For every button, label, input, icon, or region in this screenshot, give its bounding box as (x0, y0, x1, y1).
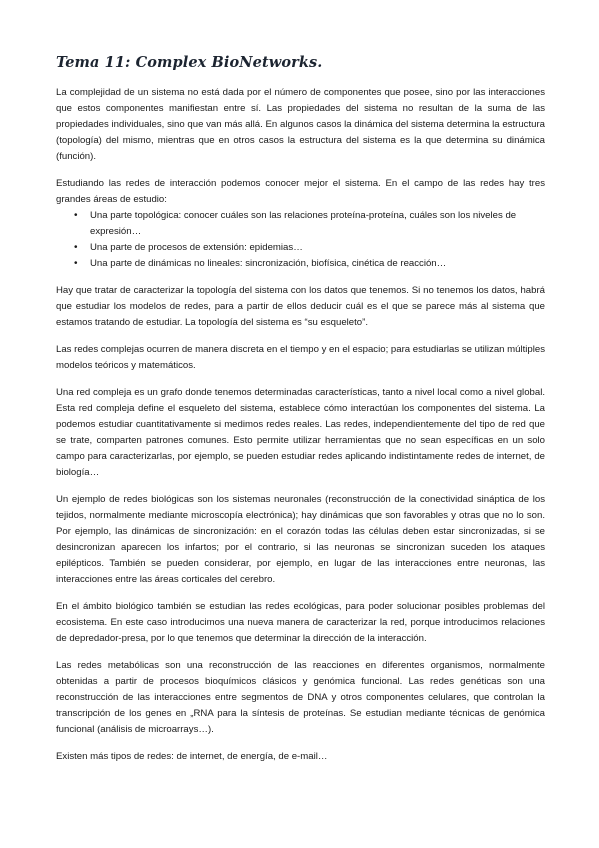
list-item (72, 208, 545, 240)
paragraph-topology: Hay que tratar de caracterizar la topología del sistema con los datos que tenemos. Si no tenemos los datos, habrá que estudiar los modelos de redes, para a partir de ellos deducir cuál es el que se parece más al sistema que estamos tratando de estudiar. La topología del sistema es “su esqueleto”. (56, 285, 545, 328)
paragraph-complex-networks: Las redes complejas ocurren de manera discreta en el tiempo y en el espacio; para estudiarlas se utilizan múltiples modelos teóricos y matemáticos. (56, 344, 546, 371)
paragraph-neural-systems: Un ejemplo de redes biológicas son los sistemas neuronales (reconstrucción de la conectividad sináptica de los tejidos, normalmente mediante microscopía electrónica); hay dinámicas que son favorables y otras que no lo son. Por ejemplo, las dinámicas de sincronización: en el corazón todas las células deben estar sincronizadas, si se desincronizan aparecen los infartos; por el contrario, si las neuronas se sincronizan suceden los ataques epilépticos. También se pueden considerar, por ejemplo, en lugar de las interacciones entre neuronas, las interacciones entre las áreas corticales del cerebro. (56, 494, 545, 585)
paragraph-other-networks: Existen más tipos de redes: de internet, de energía, de e-mail… (56, 751, 328, 762)
document-title: Tema 11: Complex BioNetworks. (56, 54, 323, 71)
bullet-icon: • (74, 242, 78, 253)
list-item-text: Una parte de dinámicas no lineales: sincronización, biofísica, cinética de reacción… (90, 258, 447, 269)
paragraph-metabolic-networks: Las redes metabólicas son una reconstrucción de las reacciones en diferentes organismos, normalmente obtenidas a partir de procesos bioquímicos clásicos y genómica funcional. Las redes genéticas son una reconstrucción de las interacciones entre segmentos de DNA y otros componentes celulares, que controlan la transcripción de los genes en „RNA para la síntesis de proteínas. Se estudian mediante técnicas de genómica funcional (análisis de microarrays…). (56, 660, 545, 735)
list-item (72, 240, 545, 256)
paragraph-interaction-networks: Estudiando las redes de interacción podemos conocer mejor el sistema. En el campo de las redes hay tres grandes áreas de estudio: (56, 178, 545, 205)
paragraph-graph-definition: Una red compleja es un grafo donde tenemos determinadas características, tanto a nivel local como a nivel global. Esta red compleja define el esqueleto del sistema, establece cómo interactúan los componentes del sistema. La podemos estudiar cuantitativamente si medimos redes reales. Las redes, independientemente del tipo de red que se trate, comparten patrones comunes. Esto permite utilizar herramientas que no sean específicas en un solo campo para caracterizarlas, por ejemplo, se pueden estudiar redes aplicando indistintamente redes de internet, de biología… (56, 387, 545, 478)
bullet-icon: • (74, 210, 78, 221)
list-item-text: Una parte topológica: conocer cuáles son las relaciones proteína-proteína, cuáles son los niveles de expresión… (90, 210, 517, 237)
bullet-icon: • (74, 258, 78, 269)
paragraph-ecological-networks: En el ámbito biológico también se estudian las redes ecológicas, para poder solucionar posibles problemas del ecosistema. En este caso introducimos una nueva manera de caracterizar la red, porque introducimos relaciones de depredador-presa, por lo que tenemos que determinar la dirección de la interacción. (56, 601, 545, 644)
list-item-text: Una parte de procesos de extensión: epidemias… (90, 242, 303, 253)
study-areas-list (56, 208, 545, 272)
paragraph-complexity: La complejidad de un sistema no está dada por el número de componentes que posee, sino por las interacciones que estos componentes manifiestan entre sí. Las propiedades del sistema no resultan de la suma de las propiedades individuales, sino que van más allá. En algunos casos la dinámica del sistema determina la estructura (topología) del mismo, mientras que en otros casos la estructura del sistema es la que determina su dinámica (función). (56, 87, 545, 162)
list-item (72, 256, 545, 272)
